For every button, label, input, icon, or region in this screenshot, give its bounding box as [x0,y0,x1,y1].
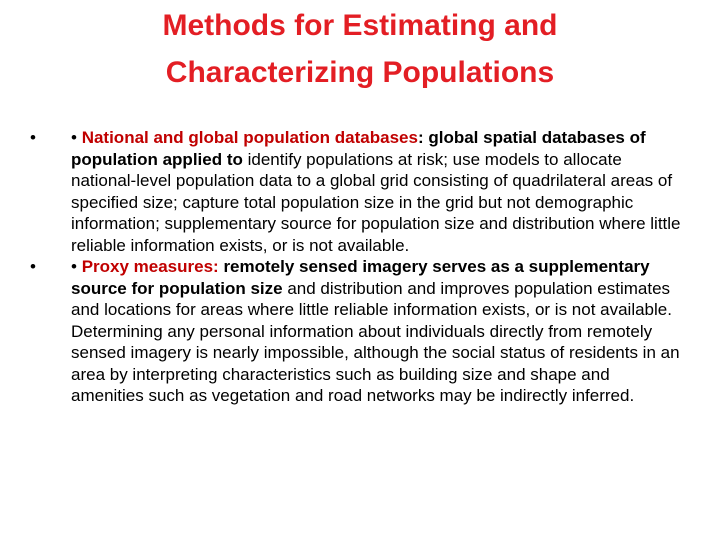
bullet-heading: National and global population databases [81,128,418,147]
bullet-body: and distribution and improves population estimates and locations for areas where little reliable information exists, or is not available. Determining any personal information about individuals directly from remotely sensed imagery is nearly impossible, although the social status of residents in an area by interpreting characteristics such as building size and shape and amenities such as vegetation and road networks may be indirectly inferred. [71,278,680,405]
title-line-1: Methods for Estimating and [162,9,558,42]
bullet-heading: Proxy measures: [81,257,219,276]
bullet-colon: : [417,128,429,147]
slide-title [40,2,680,96]
bullet-lead: global spatial databases of population applied to [71,128,646,169]
bullet-lead: remotely sensed imagery serves as a supplementary source for population size [71,257,650,298]
bullet-icon: • [30,257,36,276]
bullet-body: identify populations at risk; use models to allocate national-level population data to a global grid consisting of quadrilateral areas of specified size; capture total population size in the grid but not demographic information; supplementary source for population size and distribution where little reliable information exists, or is not available. [71,149,681,255]
inner-bullet: • [71,128,82,147]
bullet-icon: • [30,128,36,147]
title-line-2: Characterizing Populations [165,56,555,89]
bullet-item-proxy-measures [30,256,685,407]
bullet-list [30,127,685,407]
inner-bullet: • [71,257,82,276]
bullet-item-databases [30,127,685,256]
